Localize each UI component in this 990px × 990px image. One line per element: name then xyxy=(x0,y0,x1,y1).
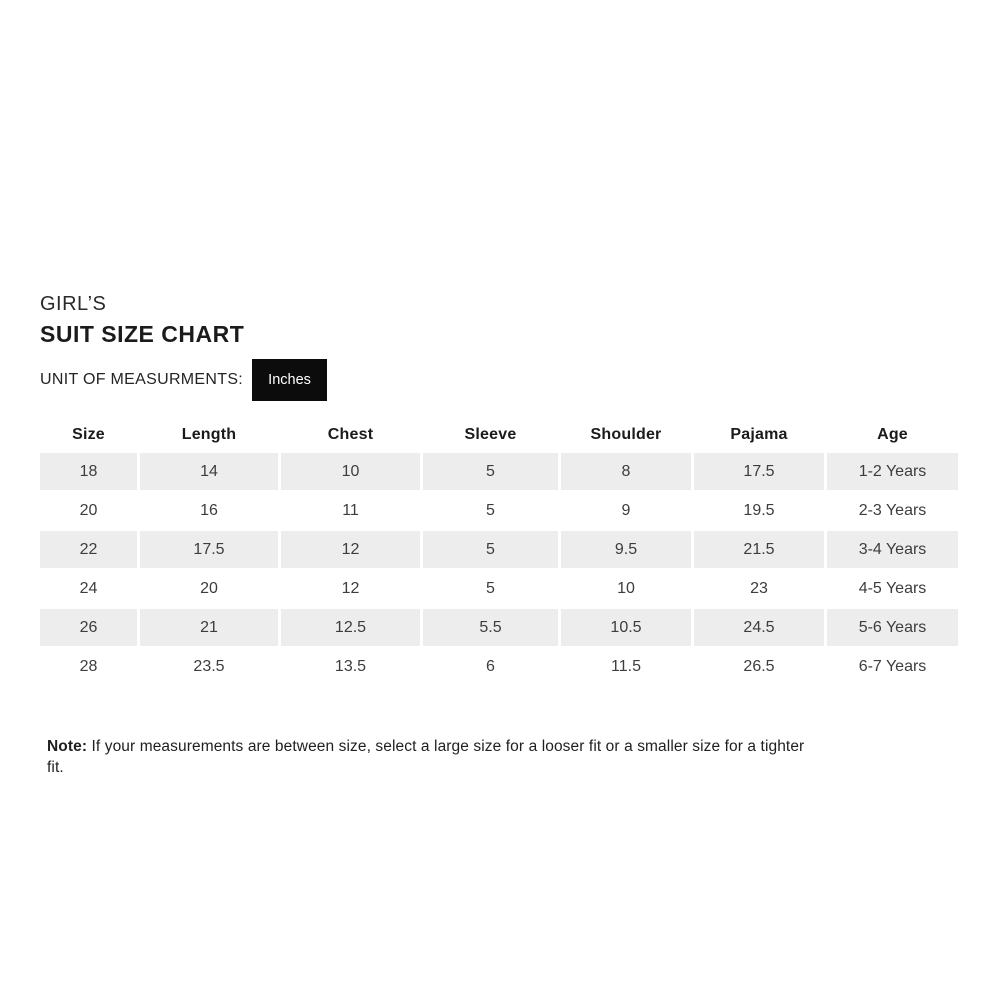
table-cell: 24.5 xyxy=(694,609,824,646)
column-header-size: Size xyxy=(72,425,105,443)
inches-unit-button[interactable]: Inches xyxy=(252,359,327,401)
table-cell: 17.5 xyxy=(694,453,824,490)
table-cell: 14 xyxy=(140,453,278,490)
note-text xyxy=(47,736,807,778)
table-cell: 19.5 xyxy=(743,501,775,519)
table-cell: 17.5 xyxy=(140,531,278,568)
page-title: SUIT SIZE CHART xyxy=(40,321,245,347)
unit-label: UNIT OF MEASURMENTS: xyxy=(40,371,244,388)
table-cell: 26.5 xyxy=(743,657,775,675)
column-header-length: Length xyxy=(181,425,237,443)
unit-of-measurement-row xyxy=(40,359,327,401)
table-cell: 24 xyxy=(79,579,98,597)
page-title-eyebrow: GIRL’S xyxy=(40,293,107,315)
table-cell: 10 xyxy=(281,453,420,490)
table-cell: 26 xyxy=(40,609,137,646)
table-cell: 28 xyxy=(79,657,98,675)
table-cell: 6-7 Years xyxy=(858,657,927,675)
table-cell: 12 xyxy=(281,531,420,568)
table-cell: 18 xyxy=(40,453,137,490)
table-cell: 12 xyxy=(341,579,360,597)
table-cell: 5 xyxy=(486,501,495,519)
table-cell: 21.5 xyxy=(694,531,824,568)
table-cell: 1-2 Years xyxy=(827,453,958,490)
column-header-shoulder: Shoulder xyxy=(590,425,662,443)
table-cell: 13.5 xyxy=(334,657,367,675)
table-cell: 22 xyxy=(40,531,137,568)
table-cell: 23 xyxy=(750,579,768,597)
column-header-age: Age xyxy=(877,425,908,443)
table-cell: 10 xyxy=(617,579,635,597)
size-table xyxy=(40,418,958,685)
note-body: If your measurements are between size, select a large size for a looser fit or a smaller size for a tighter fit. xyxy=(47,738,805,776)
note-label: Note: xyxy=(47,738,88,755)
table-cell: 9.5 xyxy=(561,531,691,568)
column-header-chest: Chest xyxy=(327,425,374,443)
table-cell: 20 xyxy=(200,579,218,597)
table-cell: 21 xyxy=(140,609,278,646)
table-cell: 20 xyxy=(79,501,98,519)
table-cell: 10.5 xyxy=(561,609,691,646)
table-cell: 5-6 Years xyxy=(827,609,958,646)
table-cell: 16 xyxy=(200,501,218,519)
column-header-sleeve: Sleeve xyxy=(464,425,517,443)
table-cell: 11.5 xyxy=(611,657,641,675)
table-cell: 5 xyxy=(423,453,558,490)
table-cell: 9 xyxy=(621,501,631,519)
column-header-pajama: Pajama xyxy=(730,425,788,443)
table-cell: 8 xyxy=(561,453,691,490)
table-cell: 23.5 xyxy=(193,657,225,675)
table-cell: 2-3 Years xyxy=(858,501,927,519)
table-cell: 11 xyxy=(342,501,359,519)
title-block xyxy=(40,289,244,349)
table-cell: 5.5 xyxy=(423,609,558,646)
table-cell: 4-5 Years xyxy=(858,579,927,597)
table-cell: 5 xyxy=(423,531,558,568)
table-cell: 12.5 xyxy=(281,609,420,646)
table-cell: 6 xyxy=(486,657,495,675)
table-cell: 5 xyxy=(486,579,495,597)
table-cell: 3-4 Years xyxy=(827,531,958,568)
